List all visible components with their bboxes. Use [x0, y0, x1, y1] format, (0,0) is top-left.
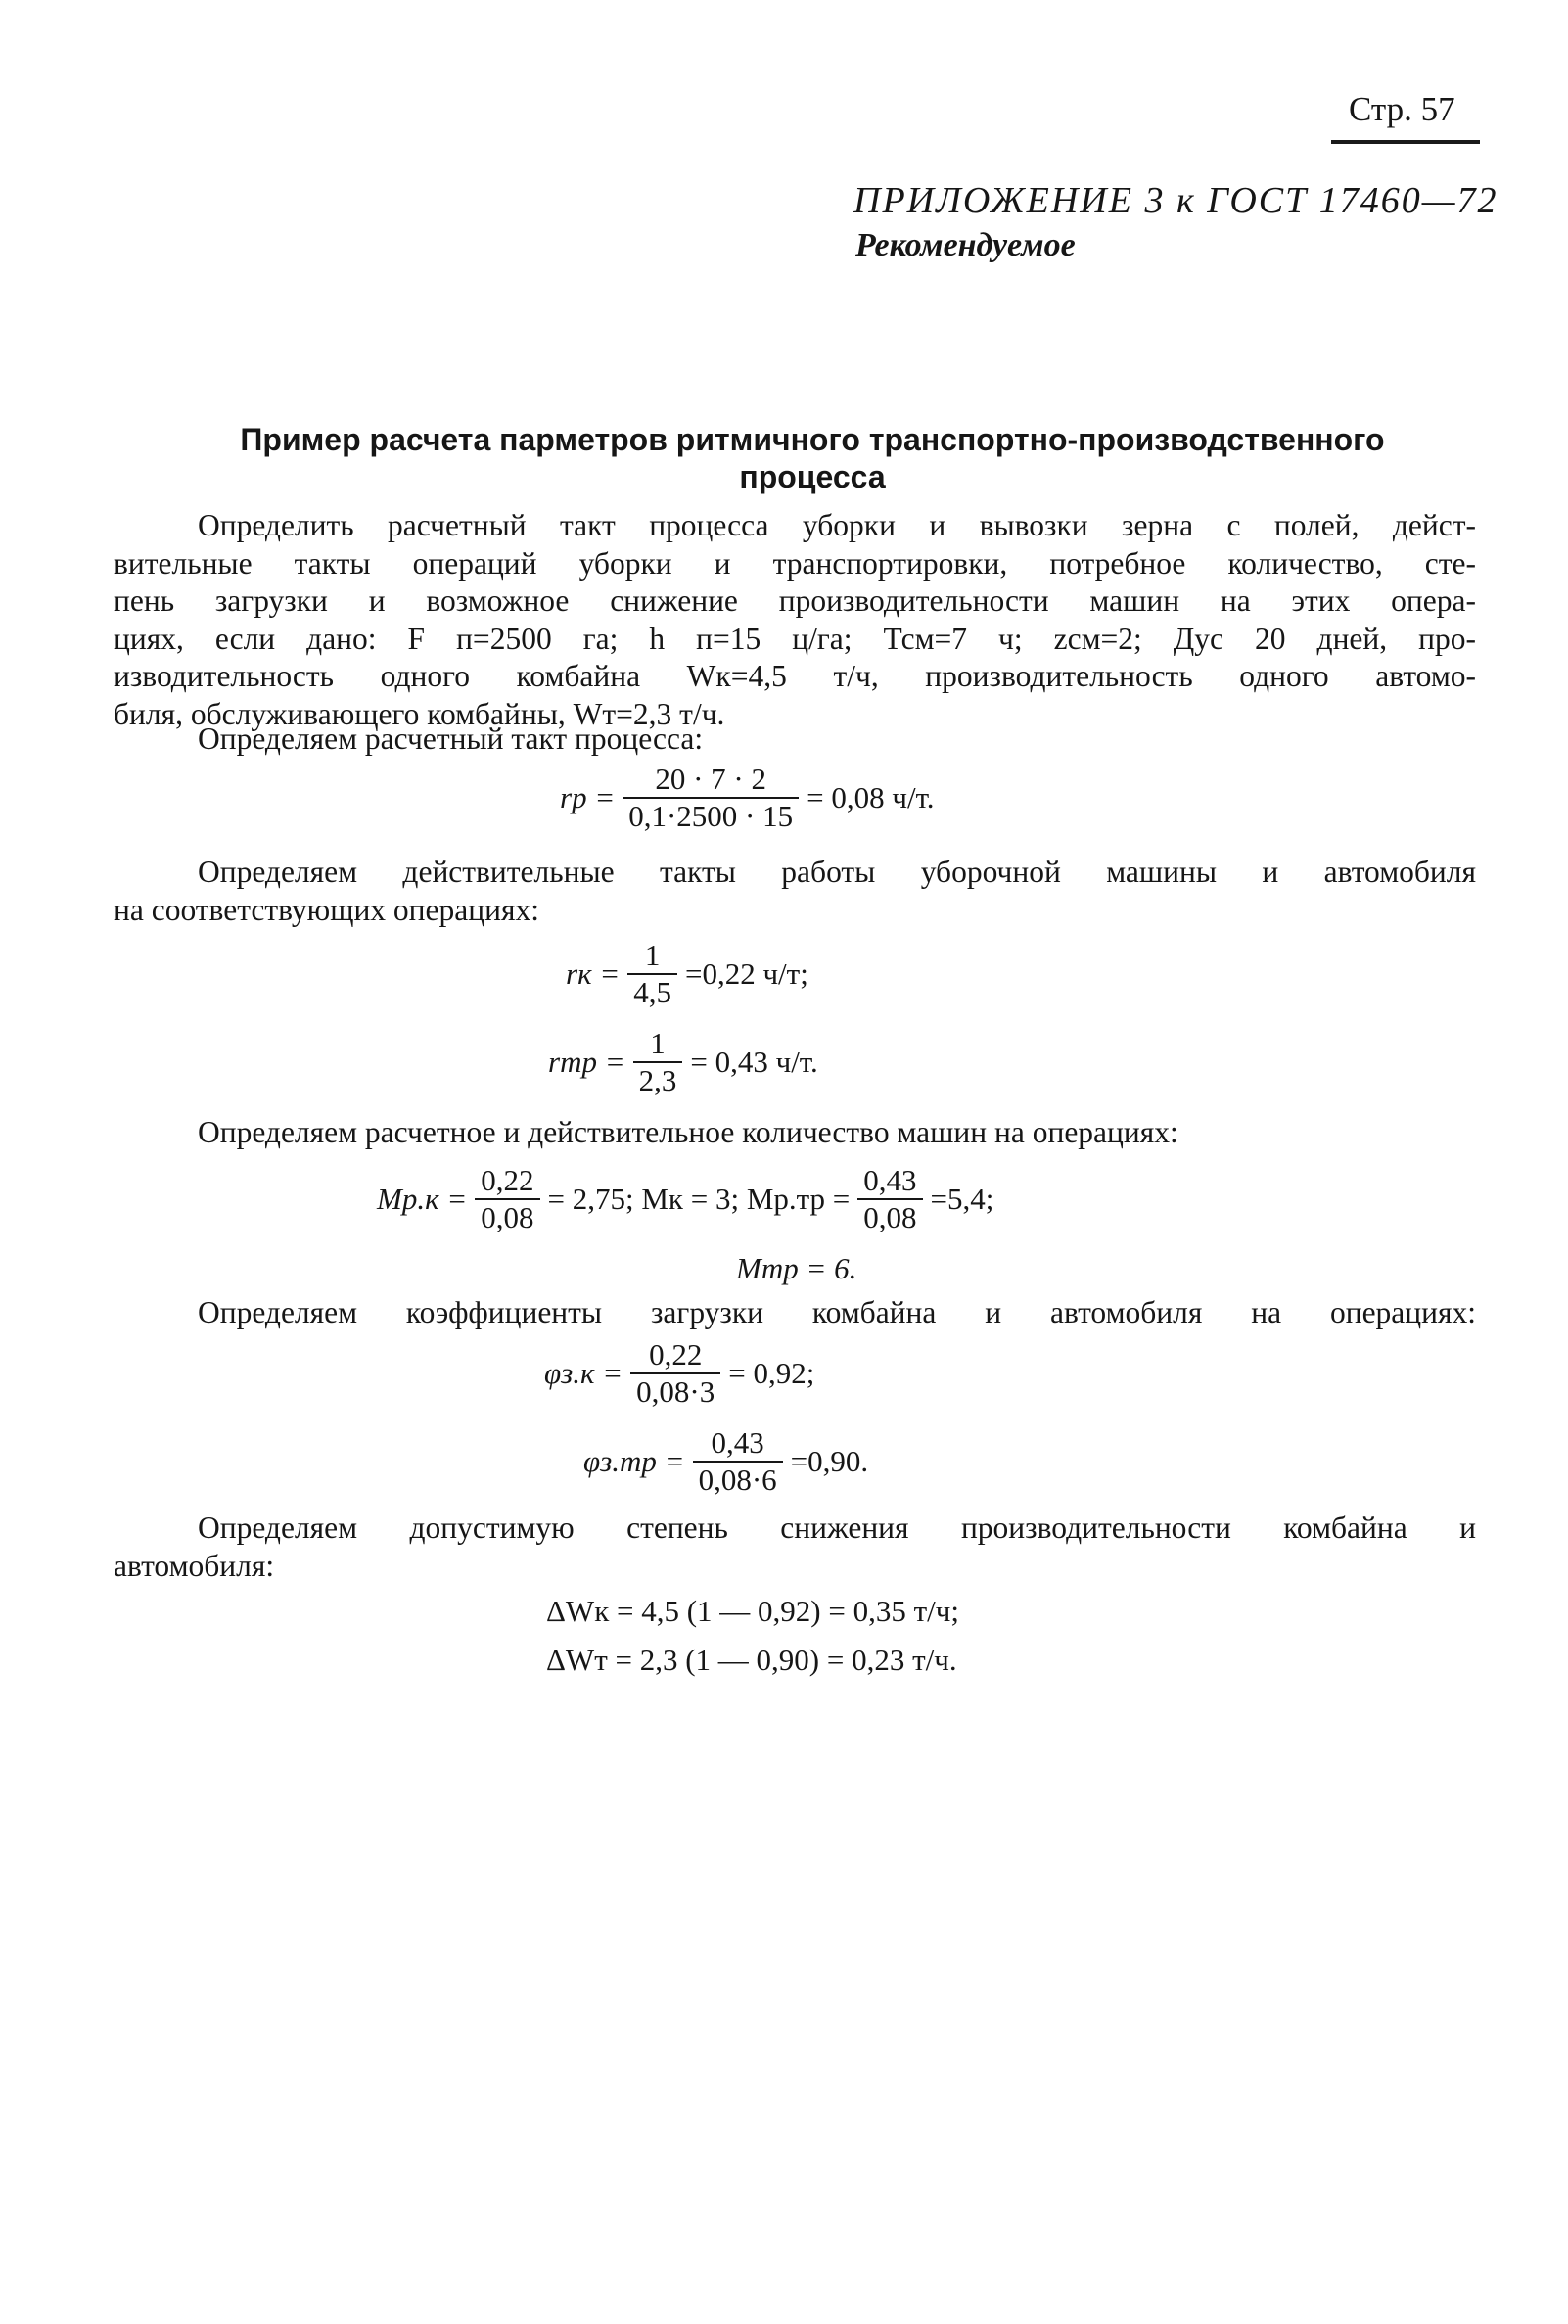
fraction-denominator: 0,08 — [475, 1198, 539, 1235]
fraction-numerator: 0,22 — [481, 1163, 534, 1197]
text-line: Определяем коэффициенты загрузки комбайна и автомобиля на операциях: — [198, 1295, 1476, 1329]
step-4-text — [114, 1294, 1476, 1332]
formula-text: ΔWт = 2,3 (1 — 0,90) = 0,23 т/ч. — [546, 1643, 957, 1677]
formula-lhs: φз.тр = — [583, 1444, 685, 1478]
step-3-text — [114, 1114, 1476, 1152]
fraction-numerator: 0,43 — [863, 1163, 917, 1197]
appendix-subtitle: Рекомендуемое — [855, 227, 1076, 263]
text-line: Определяем расчетное и действительное количество машин на операциях: — [198, 1115, 1178, 1149]
fraction — [693, 1425, 783, 1498]
fraction-denominator: 0,08·6 — [693, 1461, 783, 1498]
text-line: Определяем допустимую степень снижения производительности комбайна и — [198, 1511, 1476, 1545]
text-line: Определяем расчетный такт процесса: — [198, 721, 704, 756]
formula-rhs: = 0,43 ч/т. — [690, 1045, 818, 1079]
formula-rhs: =5,4; — [930, 1182, 994, 1216]
formula-load-combine — [544, 1337, 814, 1410]
formula-lhs: rтр = — [548, 1045, 625, 1079]
fraction-denominator: 0,08 — [857, 1198, 922, 1235]
formula-lhs: rк = — [566, 956, 621, 991]
fraction-numerator: 1 — [644, 938, 661, 972]
formula-machine-count — [377, 1163, 993, 1235]
formula-transport-count — [736, 1251, 856, 1286]
page-number-rule — [1331, 140, 1480, 144]
formula-rhs: = 0,92; — [728, 1356, 815, 1390]
formula-reduction-transport — [546, 1643, 957, 1678]
step-5-text — [114, 1510, 1476, 1585]
formula-load-transport — [583, 1425, 868, 1498]
step-1-text — [114, 720, 1476, 759]
formula-lhs: φз.к = — [544, 1356, 623, 1390]
appendix-title: ПРИЛОЖЕНИЕ 3 к ГОСТ 17460—72 — [853, 180, 1499, 221]
text-line: автомобиля: — [114, 1548, 275, 1583]
fraction — [623, 762, 799, 834]
fraction — [627, 938, 677, 1010]
fraction-denominator: 4,5 — [627, 973, 677, 1010]
formula-text: Mтр = 6. — [736, 1251, 857, 1285]
text-line: на соответствующих операциях: — [114, 892, 539, 927]
formula-lhs: rр = — [560, 780, 616, 814]
formula-takt-transport — [548, 1026, 818, 1098]
fraction — [630, 1337, 720, 1410]
text-line: вительные такты операций уборки и транспортировки, потребное количество, сте- — [114, 545, 1476, 581]
text-line: пень загрузки и возможное снижение производительности машин на этих опера- — [114, 583, 1476, 618]
fraction-numerator: 0,43 — [711, 1425, 764, 1460]
formula-rhs: = 0,08 ч/т. — [807, 780, 935, 814]
formula-takt-process — [560, 762, 935, 834]
formula-takt-combine — [566, 938, 808, 1010]
text-line: биля, обслуживающего комбайны, Wт=2,3 т/ч. — [114, 696, 725, 731]
text-line: Определяем действительные такты работы уборочной машины и автомобиля — [198, 855, 1476, 889]
formula-middle: = 2,75; Mк = 3; Mр.тр = — [547, 1182, 851, 1216]
fraction-denominator: 2,3 — [633, 1061, 683, 1098]
text-line: изводительность одного комбайна Wк=4,5 т/ч, производительность одного автомо- — [114, 659, 1476, 693]
formula-reduction-combine — [546, 1594, 959, 1629]
formula-text: ΔWк = 4,5 (1 — 0,92) = 0,35 т/ч; — [546, 1594, 959, 1628]
intro-paragraph — [114, 507, 1476, 733]
formula-lhs: Mр.к = — [377, 1182, 468, 1216]
section-heading: Пример расчета парметров ритмичного транспортно-производственного процесса — [240, 422, 1385, 494]
formula-rhs: =0,90. — [790, 1444, 869, 1478]
fraction — [475, 1163, 539, 1235]
fraction-denominator: 0,1·2500 · 15 — [623, 797, 799, 834]
fraction — [857, 1163, 922, 1235]
fraction-numerator: 0,22 — [649, 1337, 703, 1371]
text-line: циях, если дано: F п=2500 га; h п=15 ц/га; Тсм=7 ч; zсм=2; Дус 20 дней, про- — [114, 621, 1476, 656]
fraction-numerator: 1 — [650, 1026, 666, 1060]
fraction — [633, 1026, 683, 1098]
page-number: Стр. 57 — [1349, 90, 1455, 128]
text-line: Определить расчетный такт процесса уборки и вывозки зерна с полей, дейст- — [198, 508, 1476, 542]
step-2-text — [114, 854, 1476, 929]
fraction-numerator: 20 · 7 · 2 — [655, 762, 767, 796]
fraction-denominator: 0,08·3 — [630, 1372, 720, 1410]
formula-rhs: =0,22 ч/т; — [684, 956, 808, 991]
